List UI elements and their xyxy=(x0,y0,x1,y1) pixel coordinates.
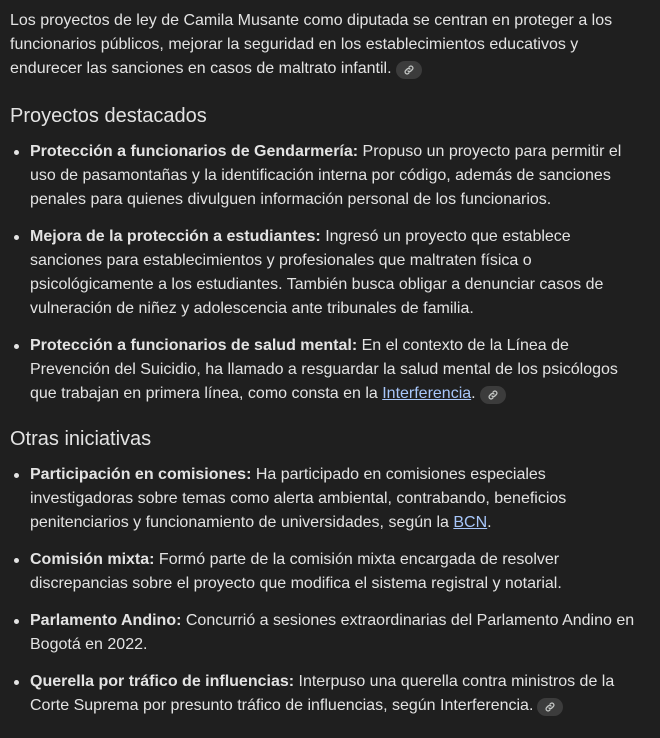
source-chip[interactable] xyxy=(396,61,422,79)
item-text-after: . xyxy=(487,514,492,531)
section-heading-destacados: Proyectos destacados xyxy=(10,105,207,127)
item-label: Comisión mixta: xyxy=(30,551,155,568)
source-chip[interactable] xyxy=(537,698,563,716)
list-item xyxy=(10,548,644,596)
list-item xyxy=(10,609,644,657)
item-label: Querella por tráfico de influencias: xyxy=(30,673,295,690)
list-destacados xyxy=(10,140,644,406)
link-icon xyxy=(403,64,415,76)
link-icon xyxy=(544,701,556,713)
link-icon xyxy=(487,389,499,401)
list-otras xyxy=(10,463,644,718)
item-label: Protección a funcionarios de salud mental: xyxy=(30,337,358,354)
item-text: En el contexto de la Línea de Prevención del Suicidio, ha llamado a resguardar la salud mental de los psicólogos que trabajan en primera línea, como consta en la xyxy=(30,337,618,402)
list-item xyxy=(10,225,644,321)
list-item xyxy=(10,463,644,535)
intro-paragraph xyxy=(10,9,644,81)
item-label: Parlamento Andino: xyxy=(30,612,182,629)
item-label: Participación en comisiones: xyxy=(30,466,252,483)
intro-text: Los proyectos de ley de Camila Musante como diputada se centran en proteger a los funcionarios públicos, mejorar la seguridad en los establecimientos educativos y endurecer las sanciones en casos de maltrato infantil. xyxy=(10,12,613,77)
item-text-after: . xyxy=(471,385,476,402)
section-heading-otras: Otras iniciativas xyxy=(10,428,152,450)
item-text: Concurrió a sesiones extraordinarias del Parlamento Andino en Bogotá en 2022. xyxy=(30,612,635,653)
interferencia-link[interactable]: Interferencia xyxy=(382,385,472,402)
bcn-link[interactable]: BCN xyxy=(453,514,488,531)
item-text: Ha participado en comisiones especiales investigadoras sobre temas como alerta ambiental, contrabando, beneficios penitenciarios y funcionamiento de universidades, según la xyxy=(30,466,567,531)
item-text: Ingresó un proyecto que establece sanciones para establecimientos y profesionales que maltraten física o psicológicamente a los estudiantes. También busca obligar a denunciar casos de vulneración de niñez y adolescencia ante tribunales de familia. xyxy=(30,228,604,317)
item-label: Mejora de la protección a estudiantes: xyxy=(30,228,321,245)
source-chip[interactable] xyxy=(480,386,506,404)
list-item xyxy=(10,140,644,212)
item-text: Propuso un proyecto para permitir el uso de pasamontañas y la identificación interna por código, además de sanciones penales para quienes divulguen información personal de los funcionarios. xyxy=(30,143,622,208)
list-item xyxy=(10,334,644,406)
item-text: Formó parte de la comisión mixta encargada de resolver discrepancias sobre el proyecto que modifica el sistema registral y notarial. xyxy=(30,551,562,592)
list-item xyxy=(10,670,644,718)
item-text: Interpuso una querella contra ministros de la Corte Suprema por presunto tráfico de influencias, según Interferencia. xyxy=(30,673,615,714)
item-label: Protección a funcionarios de Gendarmería: xyxy=(30,143,359,160)
